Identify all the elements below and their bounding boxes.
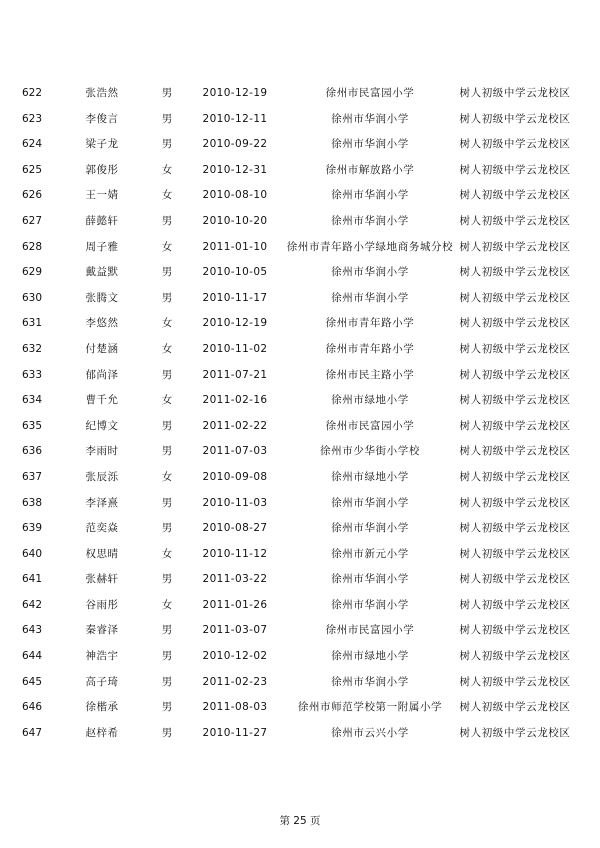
assigned-school: 树人初级中学云龙校区 xyxy=(459,726,571,739)
student-name: 李雨时 xyxy=(85,445,119,458)
assigned-school: 树人初级中学云龙校区 xyxy=(459,342,571,355)
assigned-school: 树人初级中学云龙校区 xyxy=(459,624,571,637)
assigned-school: 树人初级中学云龙校区 xyxy=(459,189,571,202)
assigned-school: 树人初级中学云龙校区 xyxy=(459,701,571,714)
primary-school: 徐州市华润小学 xyxy=(331,675,409,688)
assigned-school: 树人初级中学云龙校区 xyxy=(459,163,571,176)
birth-date: 2011-02-22 xyxy=(202,419,268,432)
student-number: 623 xyxy=(22,112,43,125)
student-number: 644 xyxy=(22,650,43,663)
student-gender: 男 xyxy=(161,624,173,637)
table-row xyxy=(0,465,600,491)
student-gender: 男 xyxy=(161,419,173,432)
birth-date: 2010-11-27 xyxy=(202,726,268,739)
birth-date: 2010-12-19 xyxy=(202,87,268,99)
table-row xyxy=(0,388,600,414)
table-row xyxy=(0,183,600,209)
student-gender: 男 xyxy=(161,112,173,125)
assigned-school: 树人初级中学云龙校区 xyxy=(459,214,571,227)
student-name: 秦睿泽 xyxy=(85,624,119,637)
student-name: 付楚涵 xyxy=(85,342,119,355)
student-name: 张浩然 xyxy=(85,87,119,99)
student-number: 625 xyxy=(22,163,43,176)
birth-date: 2010-09-22 xyxy=(202,138,268,151)
student-number: 627 xyxy=(22,214,43,227)
primary-school: 徐州市绿地小学 xyxy=(331,470,409,483)
assigned-school: 树人初级中学云龙校区 xyxy=(459,240,571,253)
student-number: 641 xyxy=(22,573,43,586)
birth-date: 2010-12-19 xyxy=(202,317,268,330)
student-number: 639 xyxy=(22,522,43,535)
assigned-school: 树人初级中学云龙校区 xyxy=(459,650,571,663)
table-row xyxy=(0,670,600,696)
assigned-school: 树人初级中学云龙校区 xyxy=(459,317,571,330)
student-name: 曹千允 xyxy=(85,394,119,407)
birth-date: 2011-08-03 xyxy=(202,701,268,714)
assigned-school: 树人初级中学云龙校区 xyxy=(459,573,571,586)
table-row xyxy=(0,286,600,312)
student-number: 647 xyxy=(22,726,43,739)
assigned-school: 树人初级中学云龙校区 xyxy=(459,445,571,458)
table-row xyxy=(0,81,600,107)
assigned-school: 树人初级中学云龙校区 xyxy=(459,394,571,407)
student-name: 王一婧 xyxy=(85,189,119,202)
birth-date: 2010-08-27 xyxy=(202,522,268,535)
assigned-school: 树人初级中学云龙校区 xyxy=(459,522,571,535)
student-name: 周子雅 xyxy=(85,240,119,253)
student-number: 642 xyxy=(22,598,43,611)
student-name: 戴益默 xyxy=(85,266,119,279)
primary-school: 徐州市绿地小学 xyxy=(331,650,409,663)
primary-school: 徐州市民富园小学 xyxy=(325,624,415,637)
student-number: 628 xyxy=(22,240,43,253)
student-gender: 女 xyxy=(161,342,173,355)
birth-date: 2010-09-08 xyxy=(202,470,268,483)
assigned-school: 树人初级中学云龙校区 xyxy=(459,547,571,560)
student-gender: 男 xyxy=(161,701,173,714)
student-gender: 男 xyxy=(161,650,173,663)
student-gender: 女 xyxy=(161,598,173,611)
primary-school: 徐州市华润小学 xyxy=(331,266,409,279)
student-number: 640 xyxy=(22,547,43,560)
student-gender: 男 xyxy=(161,214,173,227)
student-name: 郁尚泽 xyxy=(85,368,119,381)
student-name: 赵梓希 xyxy=(85,726,119,739)
birth-date: 2011-07-03 xyxy=(202,445,268,458)
student-name: 权思晴 xyxy=(85,547,119,560)
student-name: 纪博文 xyxy=(85,419,119,432)
student-name: 李俊言 xyxy=(85,112,119,125)
birth-date: 2011-01-10 xyxy=(202,240,268,253)
table-row xyxy=(0,209,600,235)
student-gender: 男 xyxy=(161,573,173,586)
primary-school: 徐州市青年路小学 xyxy=(325,317,415,330)
assigned-school: 树人初级中学云龙校区 xyxy=(459,266,571,279)
table-row xyxy=(0,542,600,568)
assigned-school: 树人初级中学云龙校区 xyxy=(459,138,571,151)
birth-date: 2010-08-10 xyxy=(202,189,268,202)
assigned-school: 树人初级中学云龙校区 xyxy=(459,675,571,688)
primary-school: 徐州市华润小学 xyxy=(331,291,409,304)
student-gender: 男 xyxy=(161,291,173,304)
primary-school: 徐州市华润小学 xyxy=(331,138,409,151)
table-row xyxy=(0,593,600,619)
student-gender: 男 xyxy=(161,368,173,381)
table-row xyxy=(0,644,600,670)
birth-date: 2010-11-17 xyxy=(202,291,268,304)
table-row xyxy=(0,695,600,721)
student-name: 徐楷承 xyxy=(85,701,119,714)
primary-school: 徐州市华润小学 xyxy=(331,598,409,611)
table-row xyxy=(0,235,600,261)
primary-school: 徐州市师范学校第一附属小学 xyxy=(297,701,443,714)
student-number: 634 xyxy=(22,394,43,407)
student-number: 633 xyxy=(22,368,43,381)
assigned-school: 树人初级中学云龙校区 xyxy=(459,470,571,483)
primary-school: 徐州市华润小学 xyxy=(331,496,409,509)
table-row xyxy=(0,311,600,337)
student-gender: 男 xyxy=(161,445,173,458)
table-row xyxy=(0,107,600,133)
primary-school: 徐州市华润小学 xyxy=(331,112,409,125)
student-gender: 女 xyxy=(161,163,173,176)
student-number: 645 xyxy=(22,675,43,688)
student-name: 梁子龙 xyxy=(85,138,119,151)
primary-school: 徐州市华润小学 xyxy=(331,573,409,586)
birth-date: 2011-03-22 xyxy=(202,573,268,586)
student-name: 郭俊彤 xyxy=(85,163,119,176)
student-number: 638 xyxy=(22,496,43,509)
assigned-school: 树人初级中学云龙校区 xyxy=(459,87,571,99)
birth-date: 2010-12-11 xyxy=(202,112,268,125)
table-row xyxy=(0,491,600,517)
student-number: 636 xyxy=(22,445,43,458)
primary-school: 徐州市华润小学 xyxy=(331,189,409,202)
assigned-school: 树人初级中学云龙校区 xyxy=(459,291,571,304)
table-row xyxy=(0,516,600,542)
student-number: 637 xyxy=(22,470,43,483)
assigned-school: 树人初级中学云龙校区 xyxy=(459,598,571,611)
birth-date: 2010-11-02 xyxy=(202,342,268,355)
table-row xyxy=(0,132,600,158)
student-name: 张辰泺 xyxy=(85,470,119,483)
student-number: 622 xyxy=(22,87,43,99)
birth-date: 2010-11-03 xyxy=(202,496,268,509)
table-row xyxy=(0,260,600,286)
student-name: 范奕焱 xyxy=(85,522,119,535)
birth-date: 2010-10-20 xyxy=(202,214,268,227)
primary-school: 徐州市华润小学 xyxy=(331,214,409,227)
student-gender: 男 xyxy=(161,675,173,688)
student-number: 646 xyxy=(22,701,43,714)
birth-date: 2010-12-02 xyxy=(202,650,268,663)
student-number: 635 xyxy=(22,419,43,432)
student-gender: 男 xyxy=(161,726,173,739)
student-gender: 女 xyxy=(161,547,173,560)
student-gender: 男 xyxy=(161,266,173,279)
student-gender: 女 xyxy=(161,189,173,202)
student-gender: 男 xyxy=(161,87,173,99)
birth-date: 2010-10-05 xyxy=(202,266,268,279)
primary-school: 徐州市民主路小学 xyxy=(325,368,415,381)
student-gender: 女 xyxy=(161,240,173,253)
primary-school: 徐州市华润小学 xyxy=(331,522,409,535)
page-number: 第 25 页 xyxy=(279,815,321,827)
student-name: 李悠然 xyxy=(85,317,119,330)
student-gender: 男 xyxy=(161,496,173,509)
birth-date: 2011-07-21 xyxy=(202,368,268,381)
student-gender: 女 xyxy=(161,470,173,483)
student-name: 李泽熹 xyxy=(85,496,119,509)
primary-school: 徐州市民富园小学 xyxy=(325,87,415,99)
birth-date: 2010-11-12 xyxy=(202,547,268,560)
birth-date: 2010-12-31 xyxy=(202,163,268,176)
student-gender: 女 xyxy=(161,394,173,407)
table-row xyxy=(0,618,600,644)
student-number: 643 xyxy=(22,624,43,637)
student-number: 629 xyxy=(22,266,43,279)
primary-school: 徐州市青年路小学 xyxy=(325,342,415,355)
student-name: 谷雨彤 xyxy=(85,598,119,611)
table-row xyxy=(0,158,600,184)
table-row xyxy=(0,337,600,363)
student-gender: 男 xyxy=(161,138,173,151)
primary-school: 徐州市少华街小学校 xyxy=(320,445,420,458)
student-number: 632 xyxy=(22,342,43,355)
student-number: 626 xyxy=(22,189,43,202)
primary-school: 徐州市绿地小学 xyxy=(331,394,409,407)
student-name: 高子琦 xyxy=(85,675,119,688)
assigned-school: 树人初级中学云龙校区 xyxy=(459,112,571,125)
student-name: 张赫轩 xyxy=(85,573,119,586)
table-row xyxy=(0,414,600,440)
primary-school: 徐州市新元小学 xyxy=(331,547,409,560)
student-name: 薛懿轩 xyxy=(85,214,119,227)
assigned-school: 树人初级中学云龙校区 xyxy=(459,368,571,381)
student-table xyxy=(0,81,600,746)
table-row xyxy=(0,439,600,465)
birth-date: 2011-01-26 xyxy=(202,598,268,611)
table-body xyxy=(0,81,600,746)
student-number: 630 xyxy=(22,291,43,304)
student-number: 631 xyxy=(22,317,43,330)
primary-school: 徐州市解放路小学 xyxy=(325,163,415,176)
birth-date: 2011-02-23 xyxy=(202,675,268,688)
student-name: 神浩宇 xyxy=(85,650,119,663)
primary-school: 徐州市青年路小学绿地商务城分校 xyxy=(286,240,454,253)
birth-date: 2011-02-16 xyxy=(202,394,268,407)
primary-school: 徐州市民富园小学 xyxy=(325,419,415,432)
table-row xyxy=(0,363,600,389)
table-row xyxy=(0,567,600,593)
student-name: 张腾文 xyxy=(85,291,119,304)
table-row xyxy=(0,721,600,747)
primary-school: 徐州市云兴小学 xyxy=(331,726,409,739)
assigned-school: 树人初级中学云龙校区 xyxy=(459,496,571,509)
assigned-school: 树人初级中学云龙校区 xyxy=(459,419,571,432)
student-gender: 女 xyxy=(161,317,173,330)
student-gender: 男 xyxy=(161,522,173,535)
birth-date: 2011-03-07 xyxy=(202,624,268,637)
student-number: 624 xyxy=(22,138,43,151)
